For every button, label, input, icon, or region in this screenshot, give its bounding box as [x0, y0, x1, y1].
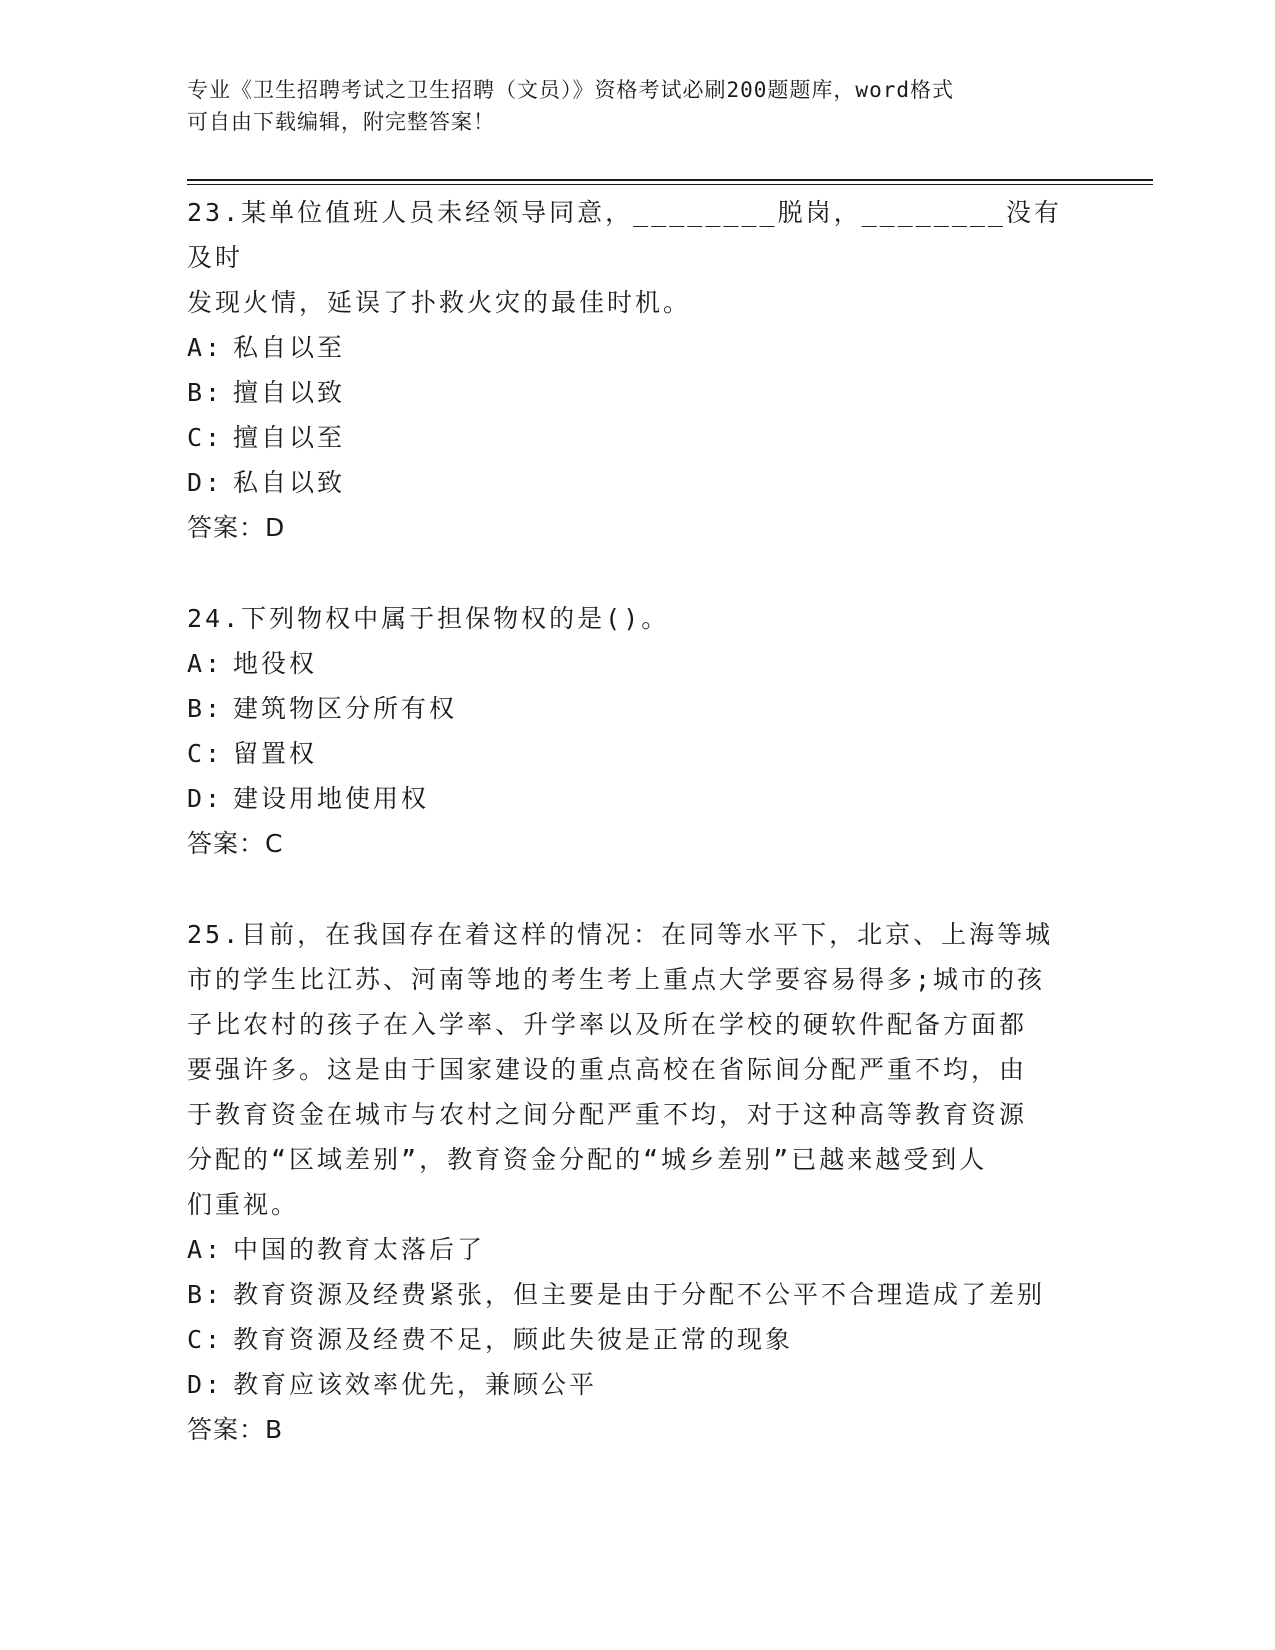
header-rule-thick — [187, 179, 1153, 181]
option-text: 留置权 — [233, 739, 318, 768]
option-text: 建设用地使用权 — [233, 784, 430, 813]
answer-line: 答案：C — [187, 829, 284, 858]
option-b — [187, 686, 1077, 731]
stem-line: 25.目前，在我国存在着这样的情况：在同等水平下，北京、上海等城 — [187, 920, 1054, 949]
question-25 — [187, 912, 1077, 1452]
option-letter: D: — [187, 468, 224, 497]
option-d — [187, 1362, 1077, 1407]
option-text: 私自以至 — [233, 333, 346, 362]
option-letter: B: — [187, 1280, 224, 1309]
stem-line: 24.下列物权中属于担保物权的是()。 — [187, 604, 670, 633]
option-letter: D: — [187, 784, 224, 813]
option-text: 教育资源及经费紧张，但主要是由于分配不公平不合理造成了差别 — [233, 1280, 1046, 1309]
option-text: 私自以致 — [233, 468, 346, 497]
option-text: 擅自以致 — [233, 378, 346, 407]
stem-line: 要强许多。这是由于国家建设的重点高校在省际间分配严重不均，由 — [187, 1055, 1028, 1084]
stem-line: 市的学生比江苏、河南等地的考生考上重点大学要容易得多;城市的孩 — [187, 965, 1046, 994]
header-rule-thin — [187, 184, 1153, 185]
stem-line: 分配的“区域差别”，教育资金分配的“城乡差别”已越来越受到人 — [187, 1145, 988, 1174]
option-text: 教育应该效率优先，兼顾公平 — [233, 1370, 598, 1399]
stem-line: 于教育资金在城市与农村之间分配严重不均，对于这种高等教育资源 — [187, 1100, 1028, 1129]
option-letter: A: — [187, 333, 224, 362]
option-b — [187, 370, 1077, 415]
question-23 — [187, 190, 1077, 550]
option-d — [187, 460, 1077, 505]
question-stem — [187, 596, 1077, 641]
header-line-2: 可自由下载编辑，附完整答案！ — [187, 110, 495, 134]
stem-line: 23.某单位值班人员未经领导同意，________脱岗，________没有及时 — [187, 198, 1062, 272]
option-letter: C: — [187, 739, 224, 768]
option-b — [187, 1272, 1077, 1317]
option-text: 教育资源及经费不足，顾此失彼是正常的现象 — [233, 1325, 794, 1354]
stem-line: 发现火情，延误了扑救火灾的最佳时机。 — [187, 288, 692, 317]
option-letter: B: — [187, 378, 224, 407]
option-c — [187, 731, 1077, 776]
question-stem — [187, 912, 1077, 1227]
stem-line: 子比农村的孩子在入学率、升学率以及所在学校的硬软件配备方面都 — [187, 1010, 1028, 1039]
document-header — [187, 74, 1067, 138]
answer-line: 答案：B — [187, 1415, 284, 1444]
option-letter: D: — [187, 1370, 224, 1399]
header-line-1: 专业《卫生招聘考试之卫生招聘（文员）》资格考试必刷200题题库，word格式 — [187, 78, 954, 102]
question-stem — [187, 190, 1077, 325]
question-list — [187, 190, 1077, 1498]
option-text: 中国的教育太落后了 — [233, 1235, 486, 1264]
stem-line: 们重视。 — [187, 1190, 300, 1219]
option-letter: C: — [187, 423, 224, 452]
option-text: 擅自以至 — [233, 423, 346, 452]
option-letter: B: — [187, 694, 224, 723]
option-c — [187, 415, 1077, 460]
option-text: 建筑物区分所有权 — [233, 694, 458, 723]
question-24 — [187, 596, 1077, 866]
option-a — [187, 1227, 1077, 1272]
option-letter: A: — [187, 1235, 224, 1264]
answer-line: 答案：D — [187, 513, 286, 542]
option-letter: C: — [187, 1325, 224, 1354]
option-text: 地役权 — [233, 649, 318, 678]
option-d — [187, 776, 1077, 821]
option-a — [187, 325, 1077, 370]
option-a — [187, 641, 1077, 686]
option-letter: A: — [187, 649, 224, 678]
option-c — [187, 1317, 1077, 1362]
